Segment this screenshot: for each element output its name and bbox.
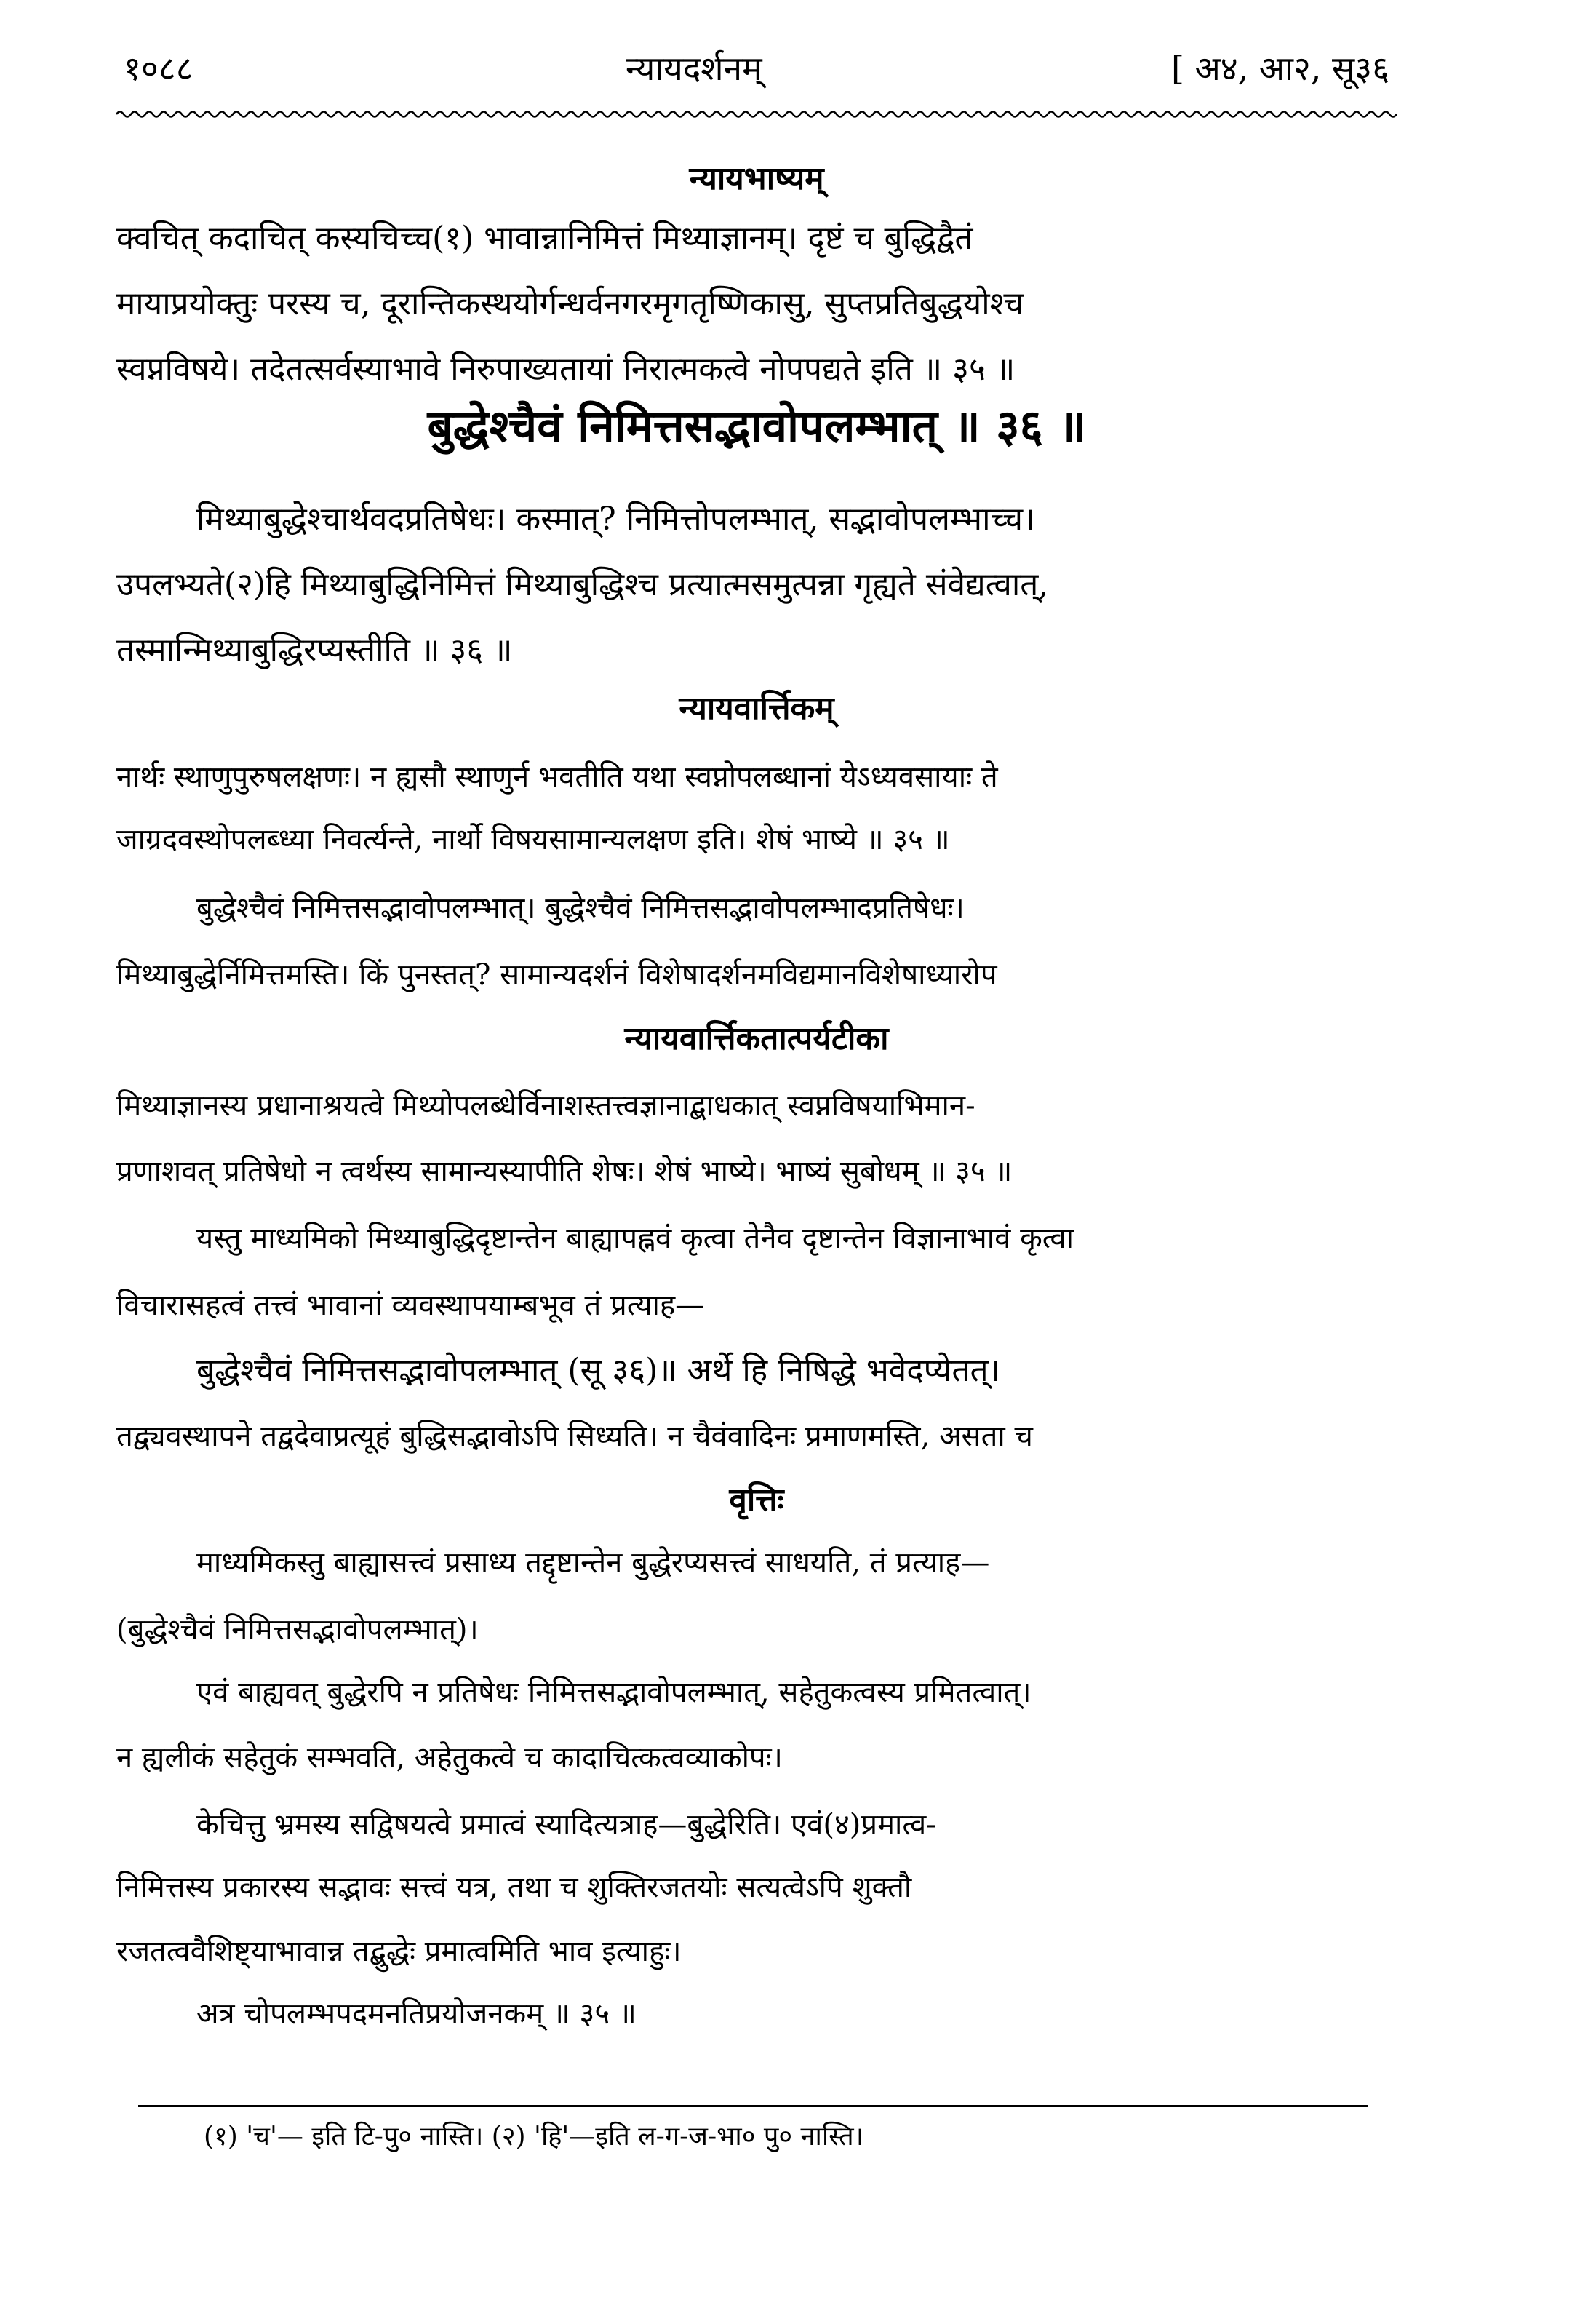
- page-number: १०८८: [124, 49, 193, 88]
- footnote-rule: [138, 2105, 1368, 2107]
- text-line: विचारासहत्वं तत्त्वं भावानां व्यवस्थापयाम्बभूव तं प्रत्याह—: [116, 1289, 705, 1322]
- footnote: (१) 'च'— इति टि-पु० नास्ति। (२) 'हि'—इति ल-ग-ज-भा० पु० नास्ति।: [204, 2122, 864, 2152]
- header-wavy-rule: [116, 109, 1397, 119]
- text-line: (बुद्धेश्चैवं निमित्तसद्भावोपलम्भात्)।: [116, 1613, 479, 1647]
- text-line: तद्व्यवस्थापने तद्वदेवाप्रत्यूहं बुद्धिसद्भावोऽपि सिध्यति। न चैवंवादिनः प्रमाणमस्ति, असता च: [116, 1420, 1033, 1453]
- text-line: अत्र चोपलम्भपदमनतिप्रयोजनकम् ॥ ३५ ॥: [196, 1997, 637, 2031]
- section-heading: न्यायभाष्यम्: [689, 160, 824, 197]
- text-line: जाग्रदवस्थोपलब्ध्या निवर्त्यन्ते, नार्थो विषयसामान्यलक्षण इति। शेषं भाष्ये ॥ ३५ ॥: [116, 823, 950, 856]
- text-line: बुद्धेश्चैवं निमित्तसद्भावोपलम्भात्। बुद्धेश्चैवं निमित्तसद्भावोपलम्भादप्रतिषेधः।: [196, 891, 965, 925]
- text-line: तस्मान्मिथ्याबुद्धिरप्यस्तीति ॥ ३६ ॥: [116, 632, 513, 669]
- text-line: केचित्तु भ्रमस्य सद्विषयत्वे प्रमात्वं स्यादित्यत्राह—बुद्धेरिति। एवं(४)प्रमात्व-: [196, 1808, 936, 1842]
- text-line: मिथ्याबुद्धेश्चार्थवदप्रतिषेधः। कस्मात्? निमित्तोपलम्भात्, सद्भावोपलम्भाच्च।: [196, 501, 1035, 538]
- text-line: प्रणाशवत् प्रतिषेधो न त्वर्थस्य सामान्यस्यापीति शेषः। शेषं भाष्ये। भाष्यं सुबोधम् ॥ ३५ ॥: [116, 1155, 1013, 1188]
- text-line: निमित्तस्य प्रकारस्य सद्भावः सत्त्वं यत्र, तथा च शुक्तिरजतयोः सत्यत्वेऽपि शुक्तौ: [116, 1871, 912, 1904]
- sutra-line: बुद्धेश्चैवं निमित्तसद्भावोपलम्भात् ॥ ३६ ॥: [427, 399, 1086, 453]
- text-line: स्वप्नविषये। तदेतत्सर्वस्याभावे निरुपाख्यतायां निरात्मकत्वे नोपपद्यते इति ॥ ३५ ॥: [116, 351, 1016, 388]
- section-reference: [ अ४, आ२, सू३६: [1171, 49, 1389, 88]
- text-line: उपलभ्यते(२)हि मिथ्याबुद्धिनिमित्तं मिथ्याबुद्धिश्च प्रत्यात्मसमुत्पन्ना गृह्यते संवेद्यत्वात्,: [116, 566, 1049, 603]
- text-line: मायाप्रयोक्तुः परस्य च, दूरान्तिकस्थयोर्गन्धर्वनगरमृगतृष्णिकासु, सुप्तप्रतिबुद्धयोश्च: [116, 285, 1024, 322]
- text-line: माध्यमिकस्तु बाह्यासत्त्वं प्रसाध्य तद्दृष्टान्तेन बुद्धेरप्यसत्त्वं साधयति, तं प्रत्याह—: [196, 1546, 990, 1580]
- text-line: मिथ्याज्ञानस्य प्रधानाश्रयत्वे मिथ्योपलब्धेर्विनाशस्तत्त्वज्ञानाद्बाधकात् स्वप्नविषयाभिमान-: [116, 1089, 975, 1123]
- text-line: मिथ्याबुद्धेर्निमित्तमस्ति। किं पुनस्तत्? सामान्यदर्शनं विशेषादर्शनमविद्यमानविशेषाध्यारोप: [116, 958, 997, 992]
- text-line: बुद्धेश्चैवं निमित्तसद्भावोपलम्भात् (सू ३६)॥ अर्थे हि निषिद्धे भवेदप्येतत्।: [196, 1352, 1001, 1389]
- text-line: क्वचित् कदाचित् कस्यचिच्च(१) भावान्नानिमित्तं मिथ्याज्ञानम्। दृष्टं च बुद्धिद्वैतं: [116, 220, 973, 257]
- text-line: न ह्यलीकं सहेतुकं सम्भवति, अहेतुकत्वे च कादाचित्कत्वव्याकोपः।: [116, 1741, 783, 1775]
- section-heading: न्यायवार्त्तिकम्: [679, 690, 834, 727]
- book-page: [116, 0, 1397, 2324]
- text-line: नार्थः स्थाणुपुरुषलक्षणः। न ह्यसौ स्थाणुर्न भवतीति यथा स्वप्नोपलब्धानां येऽध्यवसायाः ते: [116, 760, 998, 794]
- text-line: रजतत्ववैशिष्ट्याभावान्न तद्बुद्धेः प्रमात्वमिति भाव इत्याहुः।: [116, 1935, 682, 1968]
- text-line: यस्तु माध्यमिको मिथ्याबुद्धिदृष्टान्तेन बाह्यापह्नवं कृत्वा तेनैव दृष्टान्तेन विज्ञानाभावं कृत्वा: [196, 1222, 1074, 1255]
- section-heading: न्यायवार्त्तिकतात्पर्यटीका: [624, 1020, 889, 1057]
- section-heading: वृत्तिः: [729, 1481, 784, 1519]
- text-line: एवं बाह्यवत् बुद्धेरपि न प्रतिषेधः निमित्तसद्भावोपलम्भात्, सहेतुकत्वस्य प्रमितत्वात्।: [196, 1676, 1032, 1709]
- running-header: [116, 45, 1397, 103]
- running-title: न्यायदर्शनम्: [626, 49, 762, 88]
